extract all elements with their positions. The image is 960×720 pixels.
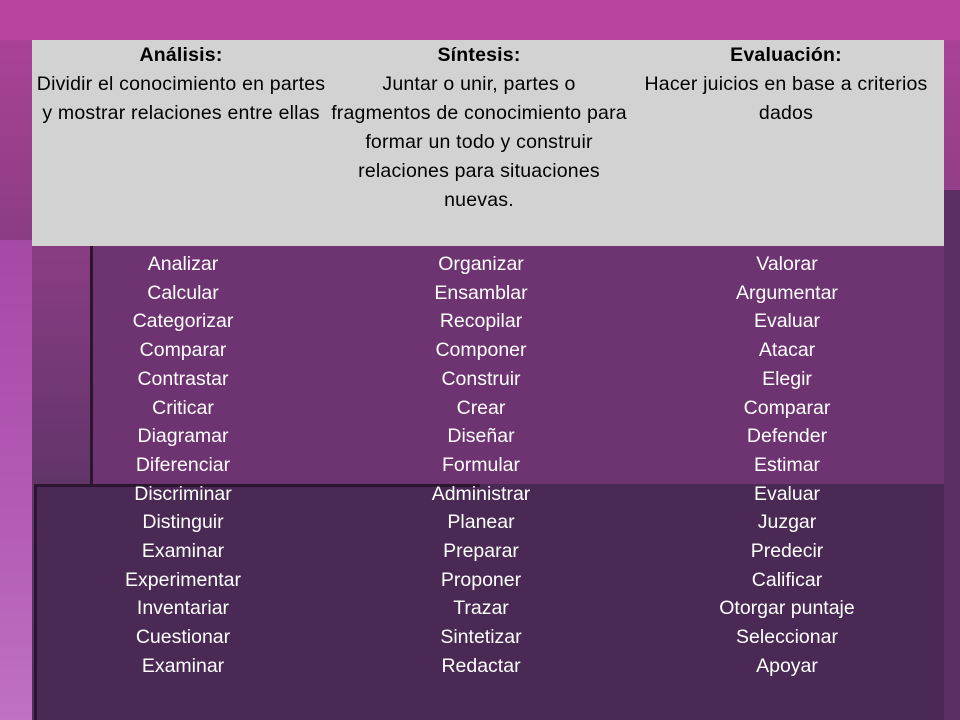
verb-item: Crear [456,396,506,419]
verb-item: Organizar [438,253,524,275]
header-title: Evaluación: [730,44,842,66]
verb-item: Predecir [750,540,824,563]
verb-item: Analizar [147,253,219,275]
verb-item: Apoyar [756,654,818,677]
verb-item: Estimar [753,453,821,476]
column-analisis [34,250,332,685]
verb-item: Otorgar puntaje [719,597,855,620]
verb-item: Juzgar [757,511,817,534]
verb-columns [34,250,944,685]
header-analisis [32,40,330,246]
verb-item: Categorizar [132,310,234,333]
verb-item: Examinar [141,654,225,677]
verb-item: Distinguir [142,511,224,534]
background-right-block [944,190,960,720]
background-top-band [0,0,960,40]
verb-item: Diagramar [137,425,229,448]
verb-item: Trazar [453,597,509,620]
header-sintesis [330,40,628,246]
verb-item: Redactar [441,654,521,677]
verb-item: Elegir [762,367,812,390]
header-title: Análisis: [139,44,223,66]
verb-item: Atacar [758,339,816,362]
verb-item: Planear [447,511,515,534]
header-description: Juntar o unir, partes o fragmentos de conocimiento para formar un todo y construir relaciones para situaciones nuevas. [331,73,627,211]
verb-item: Discriminar [134,482,232,505]
column-sintesis [332,250,630,685]
verb-item: Experimentar [125,568,241,591]
verb-item: Administrar [431,482,531,505]
verb-item: Criticar [152,396,214,419]
verb-item: Evaluar [753,310,821,333]
verb-item: Examinar [141,540,225,563]
verb-item: Recopilar [439,310,523,333]
verb-item: Ensamblar [434,281,528,304]
verb-item: Argumentar [736,281,838,304]
verb-item: Diferenciar [135,453,231,476]
header-description: Hacer juicios en base a criterios dados [644,73,928,124]
column-evaluacion [630,250,944,685]
table-header [32,40,944,246]
verb-item: Comparar [139,339,227,362]
verb-item: Valorar [756,253,818,275]
verb-item: Diseñar [447,425,515,448]
verb-item: Componer [435,339,527,362]
verb-item: Comparar [743,396,831,419]
background-left-strip [0,240,32,720]
verb-item: Preparar [443,540,519,563]
verb-item: Construir [441,367,521,390]
verb-item: Inventariar [136,597,230,620]
verb-item: Evaluar [753,482,821,505]
verb-item: Defender [746,425,828,448]
verb-item: Formular [441,453,520,476]
verb-item: Contrastar [137,367,229,390]
header-evaluacion [628,40,944,246]
header-description: Dividir el conocimiento en partes y mostrar relaciones entre ellas [36,73,326,124]
header-title: Síntesis: [437,44,521,66]
verb-item: Seleccionar [736,626,838,649]
verb-item: Cuestionar [135,626,231,649]
verb-item: Calificar [751,568,823,591]
verb-item: Proponer [440,568,522,591]
verb-item: Sintetizar [440,626,522,649]
verb-item: Calcular [147,281,219,304]
